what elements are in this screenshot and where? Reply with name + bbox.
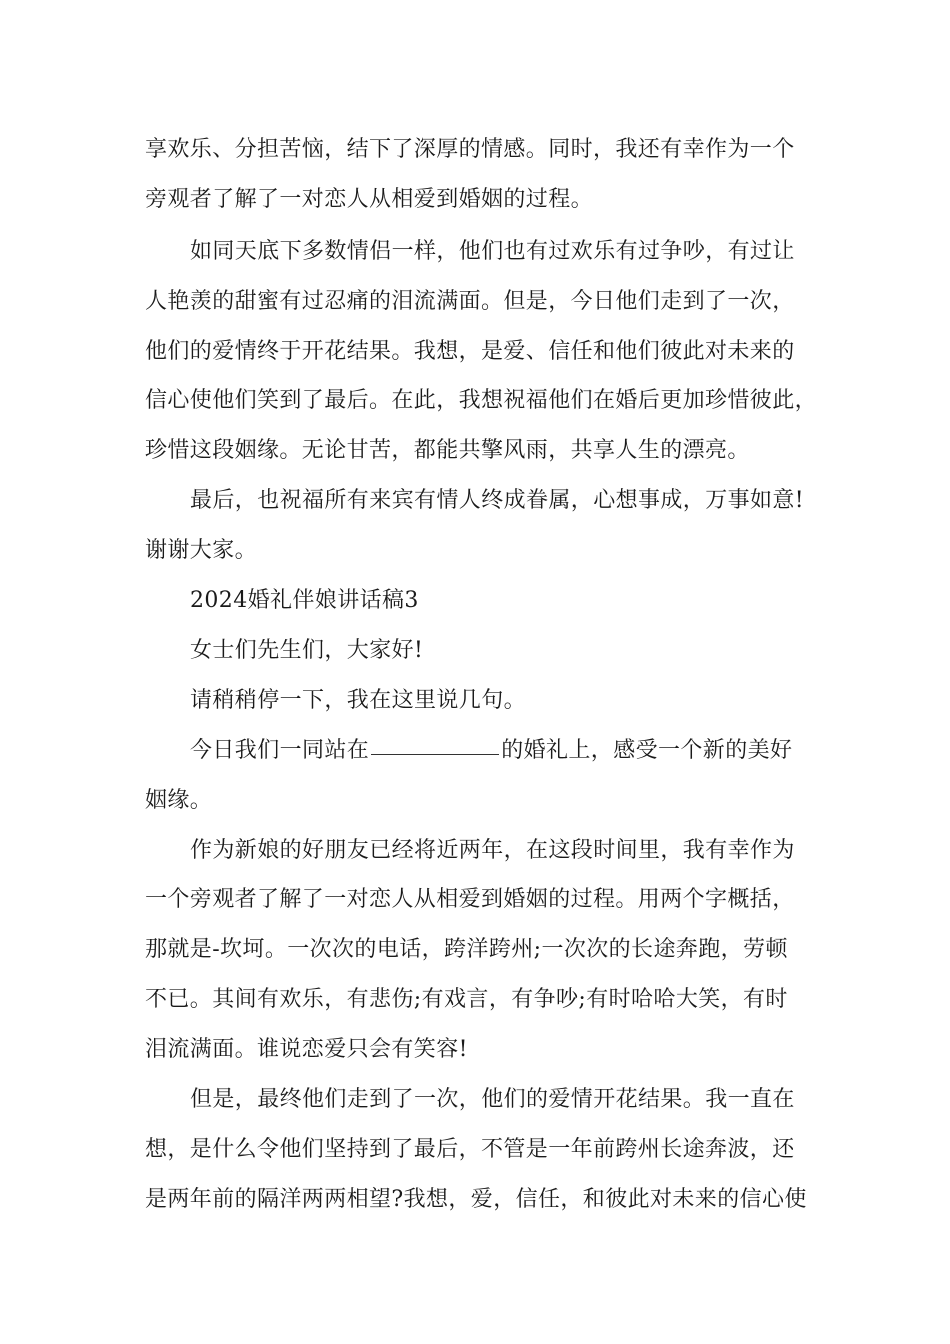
text-line: 他们的爱情终于开花结果。我想，是爱、信任和他们彼此对未来的 — [145, 339, 795, 364]
text-line: 请稍稍停一下，我在这里说几句。 — [190, 688, 527, 713]
text-line: 姻缘。 — [145, 788, 213, 813]
text-segment: 的婚礼上，感受一个新的美好 — [501, 738, 793, 763]
text-line: 旁观者了解了一对恋人从相爱到婚姻的过程。 — [145, 187, 594, 212]
text-line: 最后，也祝福所有来宾有情人终成眷属，心想事成，万事如意! — [190, 488, 805, 513]
text-line: 不已。其间有欢乐，有悲伤;有戏言，有争吵;有时哈哈大笑，有时 — [145, 987, 788, 1012]
text-segment: 今日我们一同站在 — [190, 738, 370, 763]
text-line — [190, 736, 792, 766]
text-line: 享欢乐、分担苦恼，结下了深厚的情感。同时，我还有幸作为一个 — [145, 137, 795, 162]
text-line: 珍惜这段姻缘。无论甘苦，都能共擎风雨，共享人生的漂亮。 — [145, 438, 750, 463]
text-line: 谢谢大家。 — [145, 538, 258, 563]
text-line: 一个旁观者了解了一对恋人从相爱到婚姻的过程。用两个字概括， — [145, 887, 795, 912]
fill-in-blank — [371, 753, 499, 755]
text-line: 泪流满面。谁说恋爱只会有笑容! — [145, 1037, 468, 1062]
text-line: 想，是什么令他们坚持到了最后，不管是一年前跨州长途奔波，还 — [145, 1137, 795, 1162]
text-line: 信心使他们笑到了最后。在此，我想祝福他们在婚后更加珍惜彼此， — [145, 388, 818, 413]
text-line: 是两年前的隔洋两两相望?我想，爱，信任，和彼此对未来的信心使 — [145, 1187, 807, 1212]
section-heading: 2024婚礼伴娘讲话稿3 — [190, 588, 419, 613]
greeting-line: 女士们先生们，大家好! — [190, 638, 424, 663]
text-line: 那就是-坎坷。一次次的电话，跨洋跨州;一次次的长途奔跑，劳顿 — [145, 937, 788, 962]
text-line: 人艳羡的甜蜜有过忍痛的泪流满面。但是，今日他们走到了一次， — [145, 289, 795, 314]
text-line: 但是，最终他们走到了一次，他们的爱情开花结果。我一直在 — [190, 1087, 795, 1112]
text-line: 如同天底下多数情侣一样，他们也有过欢乐有过争吵，有过让 — [190, 239, 795, 264]
text-line: 作为新娘的好朋友已经将近两年，在这段时间里，我有幸作为 — [190, 838, 795, 863]
